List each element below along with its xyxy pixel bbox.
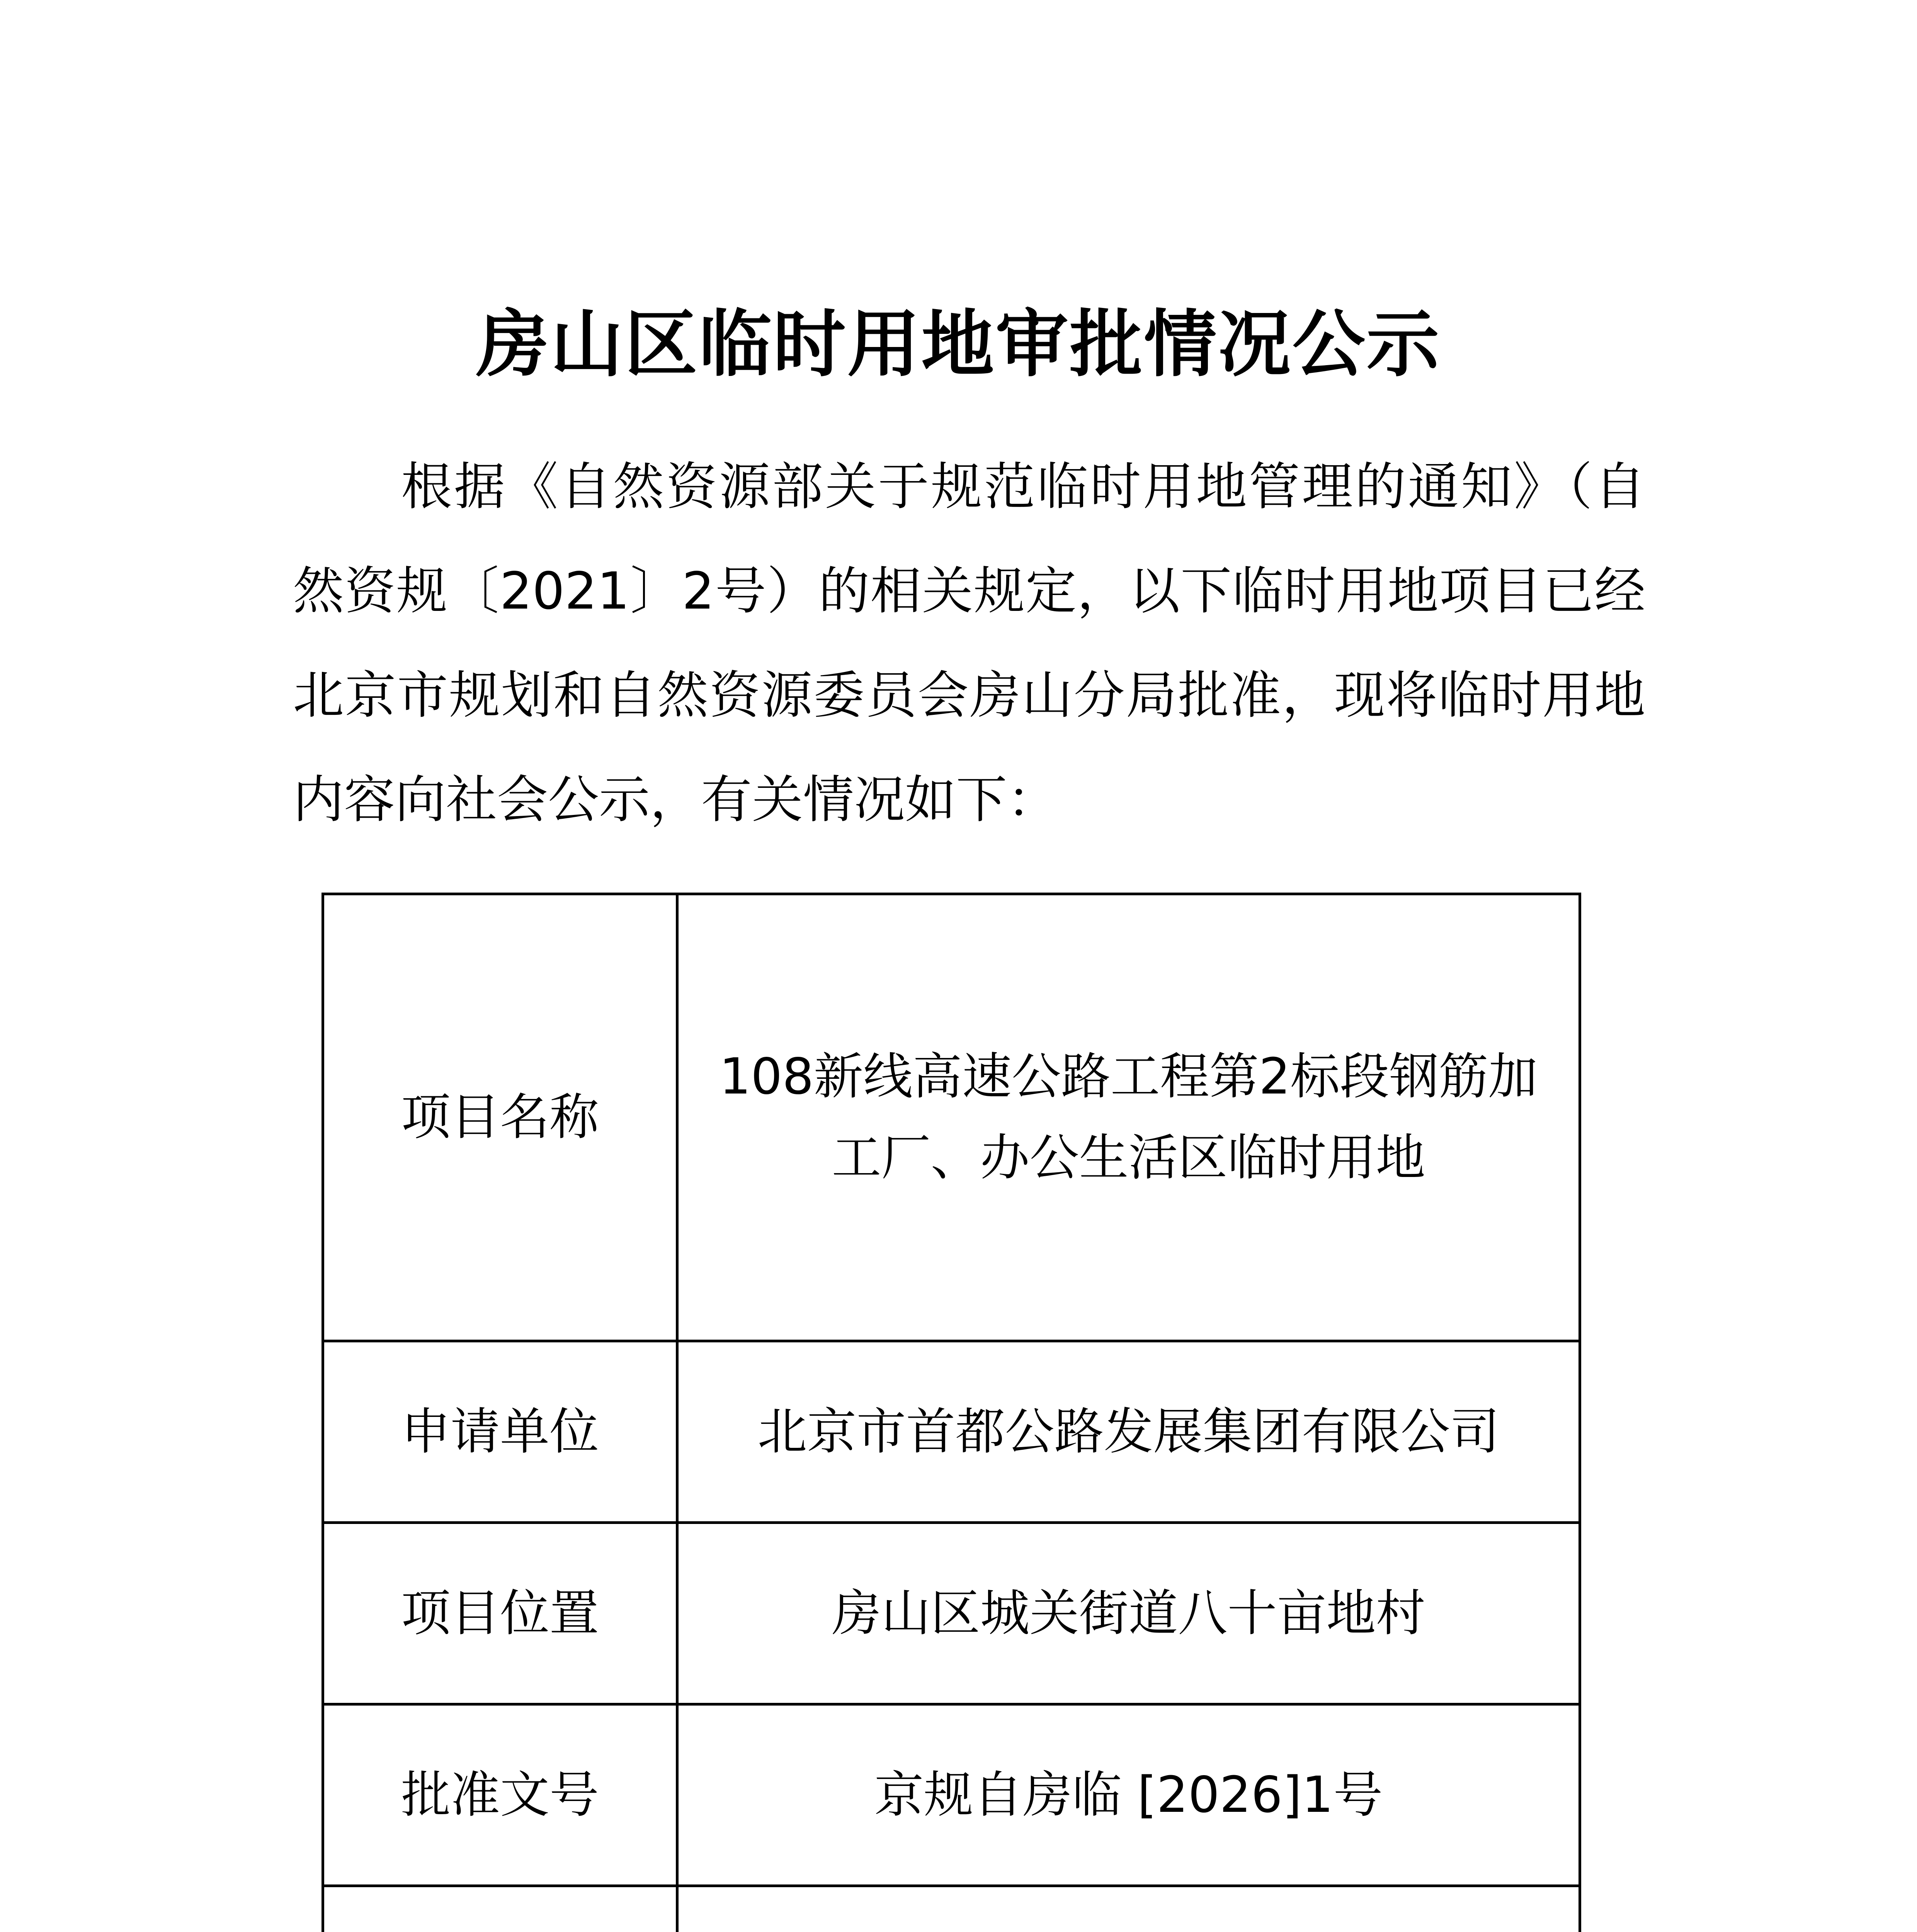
location-value: 房山区城关街道八十亩地村 <box>677 1523 1580 1704</box>
applicant-label: 申请单位 <box>323 1341 677 1523</box>
table-row-approval-number <box>323 1704 1580 1886</box>
table-row-project-name <box>323 894 1580 1341</box>
table-row-applicant <box>323 1341 1580 1523</box>
applicant-value: 北京市首都公路发展集团有限公司 <box>677 1341 1580 1523</box>
document-title: 房山区临时用地审批情况公示 <box>476 301 1441 387</box>
intro-paragraph: 根据《自然资源部关于规范临时用地管理的通知》（自然资规〔2021〕2号）的相关规定，以下临时用地项目已经北京市规划和自然资源委员会房山分局批准，现将临时用地内容向社会公示，有关情况如下： <box>293 457 1645 830</box>
project-name-label: 项目名称 <box>323 894 677 1341</box>
table-row-approved-area <box>323 1886 1580 1932</box>
approved-area-label <box>323 1886 677 1932</box>
location-label: 项目位置 <box>323 1523 677 1704</box>
approval-info-table <box>321 893 1581 1932</box>
approval-number-value: 京规自房临 [2026]1号 <box>677 1704 1580 1886</box>
approved-area-value <box>677 1886 1580 1932</box>
approval-number-label: 批准文号 <box>323 1704 677 1886</box>
table-row-location <box>323 1523 1580 1704</box>
project-name-value: 108新线高速公路工程第2标段钢筋加工厂、办公生活区临时用地 <box>677 894 1580 1341</box>
